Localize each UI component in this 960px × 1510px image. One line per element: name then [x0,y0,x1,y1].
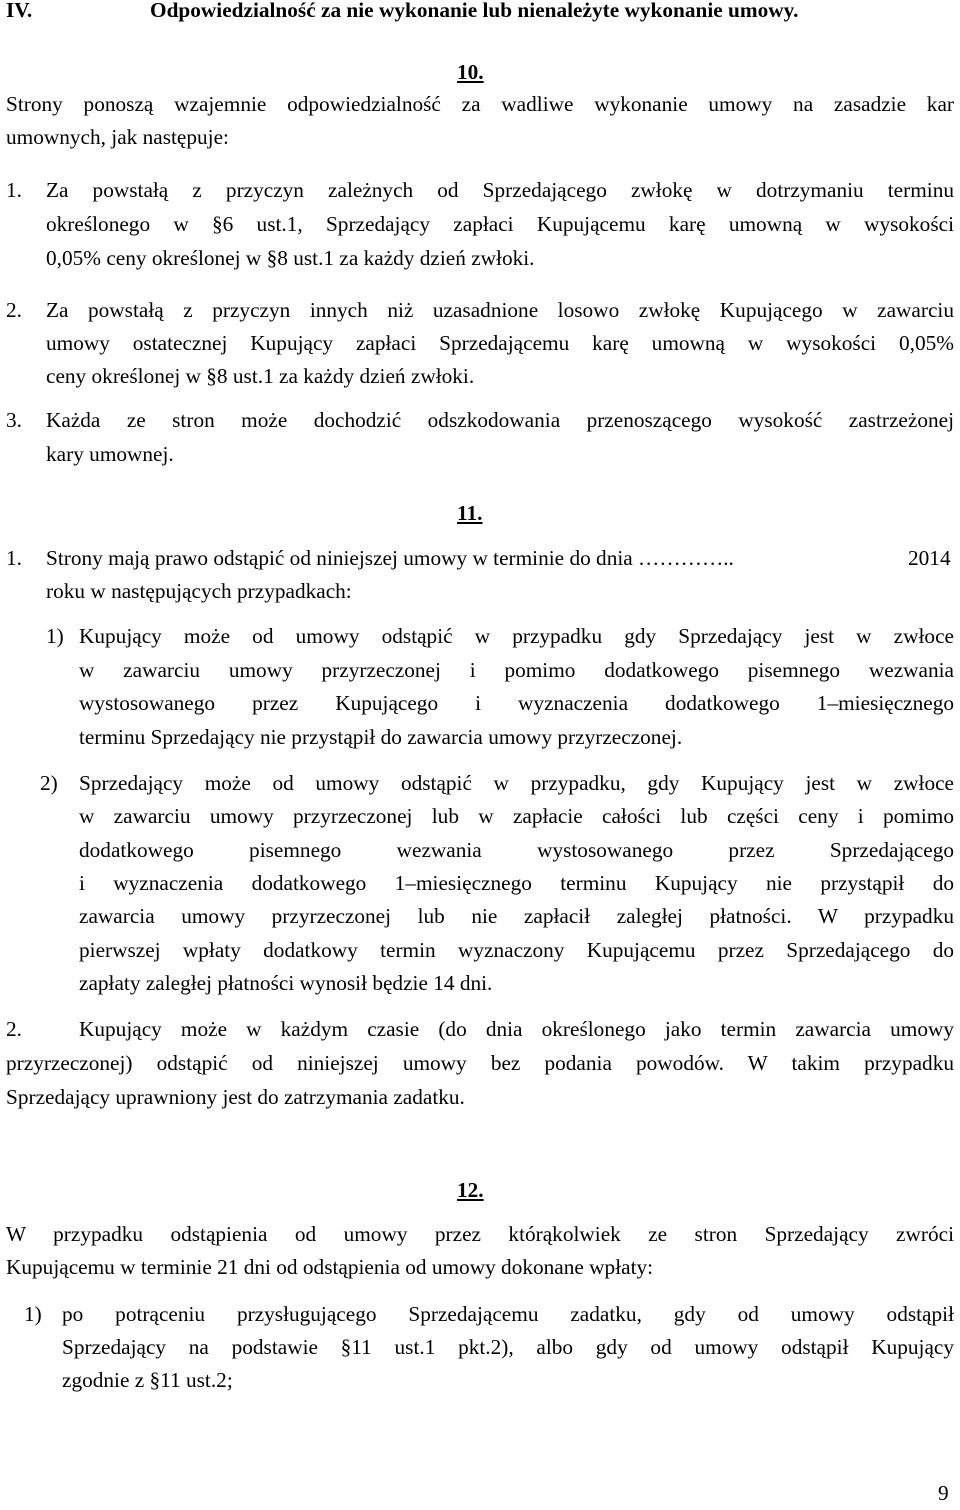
s10-p3-line-1: Każda ze stron może dochodzić odszkodowania przenoszącego wysokość zastrzeżonej [46,408,954,432]
s11-item-1-line-3: wystosowanego przez Kupującego i wyznaczenia dodatkowego 1–miesięcznego [79,691,954,715]
s11-item-1-line-2: w zawarciu umowy przyrzeczonej i pomimo dodatkowego pisemnego wezwania [79,658,954,682]
section-10-intro-line-1: Strony ponoszą wzajemnie odpowiedzialność za wadliwe wykonanie umowy na zasadzie kar [6,92,954,116]
s11-item-1-line-4: terminu Sprzedający nie przystąpił do zawarcia umowy przyrzeczonej. [79,725,683,749]
s11-p1-year: 2014 [908,546,951,570]
chapter-title: Odpowiedzialność za nie wykonanie lub nienależyte wykonanie umowy. [150,0,799,22]
s11-p2-line-2: przyrzeczonej) odstąpić od niniejszej umowy bez podania powodów. W takim przypadku [6,1051,954,1075]
s11-item-2-line-1: Sprzedający może od umowy odstąpić w przypadku, gdy Kupujący jest w zwłoce [79,771,954,795]
page-number: 9 [938,1481,949,1505]
s11-p2-number: 2. [6,1017,22,1041]
s11-item-1-number: 1) [46,624,64,648]
s12-item-1-line-2: Sprzedający na podstawie §11 ust.1 pkt.2), albo gdy od umowy odstąpił Kupujący [62,1335,954,1359]
s12-item-1-number: 1) [24,1302,42,1326]
s10-p3-line-2: kary umownej. [46,442,174,466]
s11-p1-number: 1. [6,546,22,570]
s11-p1-line-2: roku w następujących przypadkach: [46,579,352,603]
s10-p2-line-1: Za powstałą z przyczyn innych niż uzasadnione losowo zwłokę Kupującego w zawarciu [46,298,954,322]
section-10-heading: 10. [457,60,484,84]
s10-p3-number: 3. [6,408,22,432]
s11-item-2-line-3: dodatkowego pisemnego wezwania wystosowanego przez Sprzedającego [79,838,954,862]
s11-item-1-line-1: Kupujący może od umowy odstąpić w przypadku gdy Sprzedający jest w zwłoce [79,624,954,648]
s12-item-1-line-3: zgodnie z §11 ust.2; [62,1368,233,1392]
s11-p2-line-1: Kupujący może w każdym czasie (do dnia określonego jako termin zawarcia umowy [79,1017,954,1041]
s11-item-2-line-4: i wyznaczenia dodatkowego 1–miesięcznego terminu Kupujący nie przystąpił do [79,871,954,895]
s11-item-2-number: 2) [40,771,58,795]
section-12-intro-line-2: Kupującemu w terminie 21 dni od odstąpienia od umowy dokonane wpłaty: [6,1255,654,1279]
s10-p1-line-1: Za powstałą z przyczyn zależnych od Sprzedającego zwłokę w dotrzymaniu terminu [46,178,954,202]
chapter-number: IV. [6,0,33,22]
section-11-heading: 11. [457,501,483,525]
s10-p1-line-3: 0,05% ceny określonej w §8 ust.1 za każdy dzień zwłoki. [46,246,535,270]
s10-p2-line-2: umowy ostatecznej Kupujący zapłaci Sprzedającemu karę umowną w wysokości 0,05% [46,331,954,355]
s11-item-2-line-2: w zawarciu umowy przyrzeczonej lub w zapłacie całości lub części ceny i pomimo [79,804,954,828]
s11-p2-line-3: Sprzedający uprawniony jest do zatrzymania zadatku. [6,1085,465,1109]
section-12-intro-line-1: W przypadku odstąpienia od umowy przez którąkolwiek ze stron Sprzedający zwróci [6,1222,954,1246]
s11-item-2-line-6: pierwszej wpłaty dodatkowy termin wyznaczony Kupującemu przez Sprzedającego do [79,938,954,962]
s10-p2-line-3: ceny określonej w §8 ust.1 za każdy dzień zwłoki. [46,364,475,388]
s10-p1-line-2: określonego w §6 ust.1, Sprzedający zapłaci Kupującemu karę umowną w wysokości [46,212,954,236]
s11-p1-line-1: Strony mają prawo odstąpić od niniejszej umowy w terminie do dnia ………….. [46,546,734,570]
s10-p2-number: 2. [6,298,22,322]
s12-item-1-line-1: po potrąceniu przysługującego Sprzedającemu zadatku, gdy od umowy odstąpił [62,1302,954,1326]
s10-p1-number: 1. [6,178,22,202]
s11-item-2-line-5: zawarcia umowy przyrzeczonej lub nie zapłacił zaległej płatności. W przypadku [79,904,954,928]
s11-item-2-line-7: zapłaty zaległej płatności wynosił będzie 14 dni. [79,971,493,995]
section-10-intro-line-2: umownych, jak następuje: [6,125,229,149]
section-12-heading: 12. [457,1178,484,1202]
